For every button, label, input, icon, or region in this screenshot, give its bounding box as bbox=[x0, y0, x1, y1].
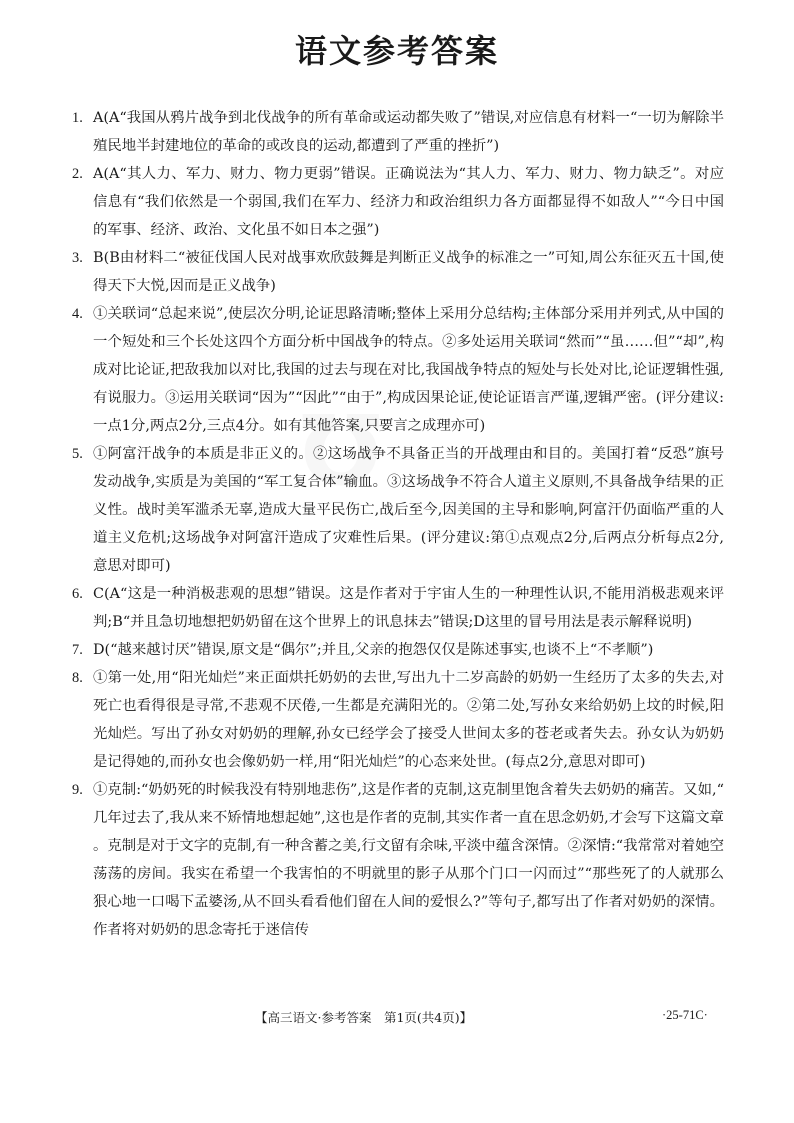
answer-text: ①阿富汗战争的本质是非正义的。②这场战争不具备正当的开战理由和目的。美国打着“反恐”旗号发动战争,实质是为美国的“军工复合体”输血。③这场战争不符合人道主义原则,不具备战争结果的正义性。战时美军滥杀无辜,造成大量平民伤亡,战后至今,因美国的主导和影响,阿富汗仍面临严重的人道主义危机;这场战争对阿富汗造成了灾难性后果。(评分建议:第①点观点2分,后两点分析每点2分,意思对即可) bbox=[93, 446, 724, 574]
answer-number: 8. bbox=[72, 670, 83, 686]
answer-item bbox=[72, 244, 724, 300]
answer-number: 1. bbox=[72, 110, 83, 126]
answer-item bbox=[72, 580, 724, 636]
footer-code: ·25-71C· bbox=[662, 1008, 708, 1022]
answer-text: A(A“我国从鸦片战争到北伐战争的所有革命或运动都失败了”错误,对应信息有材料一“一切为解除半殖民地半封建地位的革命的或改良的运动,都遭到了严重的挫折”) bbox=[93, 110, 724, 154]
answer-number: 9. bbox=[72, 782, 83, 798]
answer-text: B(B由材料二“被征伐国人民对战事欢欣鼓舞是判断正义战争的标准之一”可知,周公东征灭五十国,使得天下大悦,因而是正义战争) bbox=[93, 250, 724, 294]
answer-text: ①克制:“奶奶死的时候我没有特别地悲伤”,这是作者的克制,这克制里饱含着失去奶奶的痛苦。又如,“几年过去了,我从来不矫情地想起她”,这也是作者的克制,其实作者一直在思念奶奶,才会写下这篇文章。克制是对于文字的克制,有一种含蓄之美,行文留有余味,平淡中蕴含深情。②深情:“我常常对着她空荡荡的房间。我实在希望一个我害怕的不明就里的影子从那个门口一闪而过”“那些死了的人就那么狠心地一口喝下孟婆汤,从不回头看看他们留在人间的爱恨么?”等句子,都写出了作者对奶奶的深情。作者将对奶奶的思念寄托于迷信传 bbox=[93, 782, 724, 938]
answer-number: 5. bbox=[72, 446, 83, 462]
answer-text: ①第一处,用“阳光灿烂”来正面烘托奶奶的去世,写出九十二岁高龄的奶奶一生经历了太多的失去,对死亡也看得很是寻常,不悲观不厌倦,一生都是充满阳光的。②第二处,写孙女来给奶奶上坟的时候,阳光灿烂。写出了孙女对奶奶的理解,孙女已经学会了接受人世间太多的苍老或者失去。孙女认为奶奶是记得她的,而孙女也会像奶奶一样,用“阳光灿烂”的心态来处世。(每点2分,意思对即可) bbox=[93, 670, 724, 770]
answer-item bbox=[72, 636, 724, 664]
answer-item bbox=[72, 440, 724, 580]
answer-item bbox=[72, 776, 724, 944]
page-title: 语文参考答案 bbox=[294, 32, 499, 70]
answer-number: 2. bbox=[72, 166, 83, 182]
answer-item bbox=[72, 300, 724, 440]
answer-number: 6. bbox=[72, 586, 83, 602]
answer-list bbox=[72, 104, 724, 944]
answer-text: ①关联词“总起来说”,使层次分明,论证思路清晰;整体上采用分总结构;主体部分采用并列式,从中国的一个短处和三个长处这四个方面分析中国战争的特点。②多处运用关联词“然而”“虽……但”“却”,构成对比论证,把敌我加以对比,我国的过去与现在对比,我国战争特点的短处与长处对比,论证逻辑性强,有说服力。③运用关联词“因为”“因此”“由于”,构成因果论证,使论证语言严谨,逻辑严密。(评分建议:一点1分,两点2分,三点4分。如有其他答案,只要言之成理亦可) bbox=[93, 306, 724, 434]
answer-text: A(A“其人力、军力、财力、物力更弱”错误。正确说法为“其人力、军力、财力、物力缺乏”。对应信息有“我们依然是一个弱国,我们在军力、经济力和政治组织力各方面都显得不如敌人”“今日中国的军事、经济、政治、文化虽不如日本之强”) bbox=[93, 166, 724, 238]
answer-item bbox=[72, 664, 724, 776]
answer-number: 4. bbox=[72, 306, 83, 322]
answer-number: 3. bbox=[72, 250, 83, 266]
answer-item bbox=[72, 104, 724, 160]
answer-item bbox=[72, 160, 724, 244]
answer-text: C(A“这是一种消极悲观的思想”错误。这是作者对于宇宙人生的一种理性认识,不能用消极悲观来评判;B“并且急切地想把奶奶留在这个世界上的讯息抹去”错误;D这里的冒号用法是表示解释说明) bbox=[93, 586, 724, 630]
answer-text: D(“越来越讨厌”错误,原文是“偶尔”;并且,父亲的抱怨仅仅是陈述事实,也谈不上“不孝顺”) bbox=[93, 642, 654, 658]
footer-page-info: 【高三语文·参考答案 第1页(共4页)】 bbox=[255, 1010, 473, 1025]
answer-number: 7. bbox=[72, 642, 83, 658]
